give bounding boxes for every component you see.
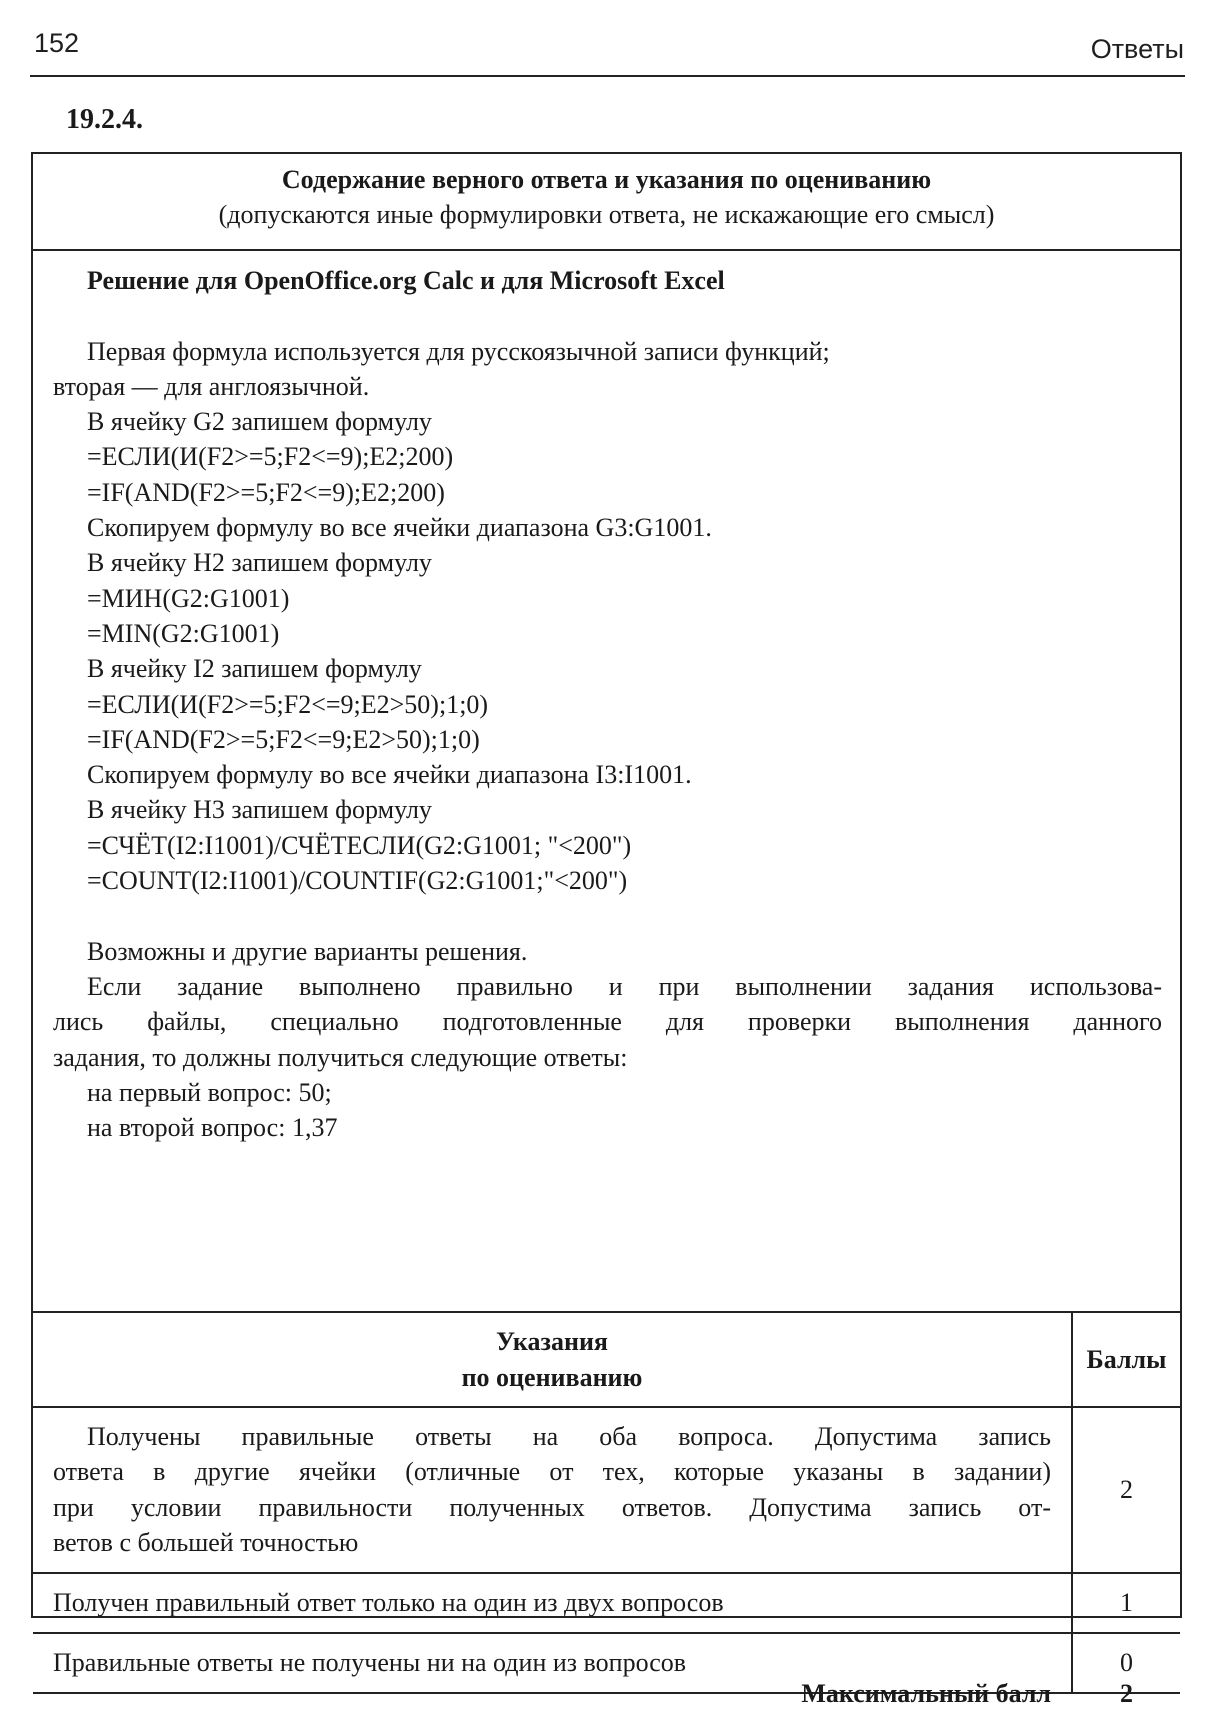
solution-text: В ячейку H2 запишем формулу: [87, 548, 432, 578]
grading-row: [33, 1408, 1180, 1574]
formula: =ЕСЛИ(И(F2>=5;F2<=9);E2;200): [87, 442, 454, 472]
solution-text: В ячейку H3 запишем формулу: [87, 795, 432, 825]
grading-header-line: по оцениванию: [461, 1362, 643, 1392]
criterion-line: при условии правильности полученных ответов. Допустима запись от-: [53, 1492, 1051, 1522]
solution-text: Скопируем формулу во все ячейки диапазона I3:I1001.: [87, 760, 692, 790]
grading-row: [33, 1634, 1180, 1694]
formula: =IF(AND(F2>=5;F2<=9);E2;200): [87, 477, 445, 507]
grading-header-row: [33, 1313, 1180, 1408]
solution-text: задания, то должны получиться следующие ответы:: [53, 1042, 628, 1072]
solution-heading: Решение для OpenOffice.org Calc и для Microsoft Excel: [87, 266, 725, 295]
criterion-cell: Правильные ответы не получены ни на один из вопросов: [33, 1634, 1073, 1692]
solution-text: лись файлы, специально подготовленные для проверки выполнения данного: [53, 1007, 1162, 1037]
solution-text: Первая формула используется для русскоязычной записи функций;: [87, 336, 830, 366]
spacer: [53, 298, 1162, 333]
answer-table: [31, 152, 1182, 1709]
solution-text: Возможны и другие варианты решения.: [87, 936, 528, 966]
grading-row: [33, 1574, 1180, 1634]
page-number: 152: [34, 28, 80, 58]
points-cell: 1: [1120, 1588, 1133, 1617]
formula: =IF(AND(F2>=5;F2<=9;E2>50);1;0): [87, 724, 480, 754]
formula: =MIN(G2:G1001): [87, 618, 280, 648]
grading-header-line: Указания: [495, 1327, 608, 1357]
running-head: Ответы: [1090, 34, 1184, 64]
spacer: [53, 898, 1162, 933]
points-cell: 2: [1120, 1475, 1133, 1504]
task-number: 19.2.4.: [66, 104, 143, 135]
solution-text: Скопируем формулу во все ячейки диапазона G3:G1001.: [87, 513, 712, 543]
formula: =МИН(G2:G1001): [87, 583, 290, 613]
expected-answer: на второй вопрос: 1,37: [87, 1113, 338, 1143]
solution-block: [33, 251, 1180, 1313]
criterion-line: ответа в другие ячейки (отличные от тех, которые указаны в задании): [53, 1457, 1051, 1487]
table-header-title: Содержание верного ответа и указания по оцениванию: [281, 165, 932, 194]
expected-answer: на первый вопрос: 50;: [87, 1077, 332, 1107]
header-rule: [30, 75, 1185, 77]
solution-text: В ячейку G2 запишем формулу: [87, 407, 432, 437]
criterion-cell: Получен правильный ответ только на один из двух вопросов: [33, 1574, 1073, 1632]
solution-text: вторая — для англоязычной.: [53, 371, 370, 401]
grading-header-points: Баллы: [1086, 1344, 1167, 1374]
formula: =СЧЁТ(I2:I1001)/СЧЁТЕСЛИ(G2:G1001; "<200"): [87, 830, 632, 860]
criterion-cell: [33, 1408, 1073, 1572]
grading-table: Указания по оцениванию Баллы Получены правильные ответы на оба вопроса. Допустима запись ответа в другие ячейки (отличные от тех, которые указаны в задании) при условии правильности полученных ответов. Допустима запись от- ветов с большей точностью 2 Получен правильный ответ только на один из двух вопросов 1 Правильные ответы не получены ни на один из вопросов 0 Максимальный балл 2: [33, 1313, 1180, 1616]
formula: =COUNT(I2:I1001)/COUNTIF(G2:G1001;"<200"): [87, 866, 628, 896]
table-header: [33, 154, 1180, 251]
criterion-line: ветов с большей точностью: [53, 1527, 359, 1557]
solution-text: Если задание выполнено правильно и при выполнении задания использова-: [87, 971, 1162, 1001]
table-header-note: (допускаются иные формулировки ответа, не искажающие его смысл): [218, 200, 995, 229]
points-cell: 0: [1120, 1648, 1133, 1677]
grading-header-criteria: [33, 1313, 1073, 1406]
formula: =ЕСЛИ(И(F2>=5;F2<=9;E2>50);1;0): [87, 689, 489, 719]
criterion-line: Получены правильные ответы на оба вопроса. Допустима запись: [87, 1422, 1051, 1451]
solution-text: В ячейку I2 запишем формулу: [87, 654, 422, 684]
